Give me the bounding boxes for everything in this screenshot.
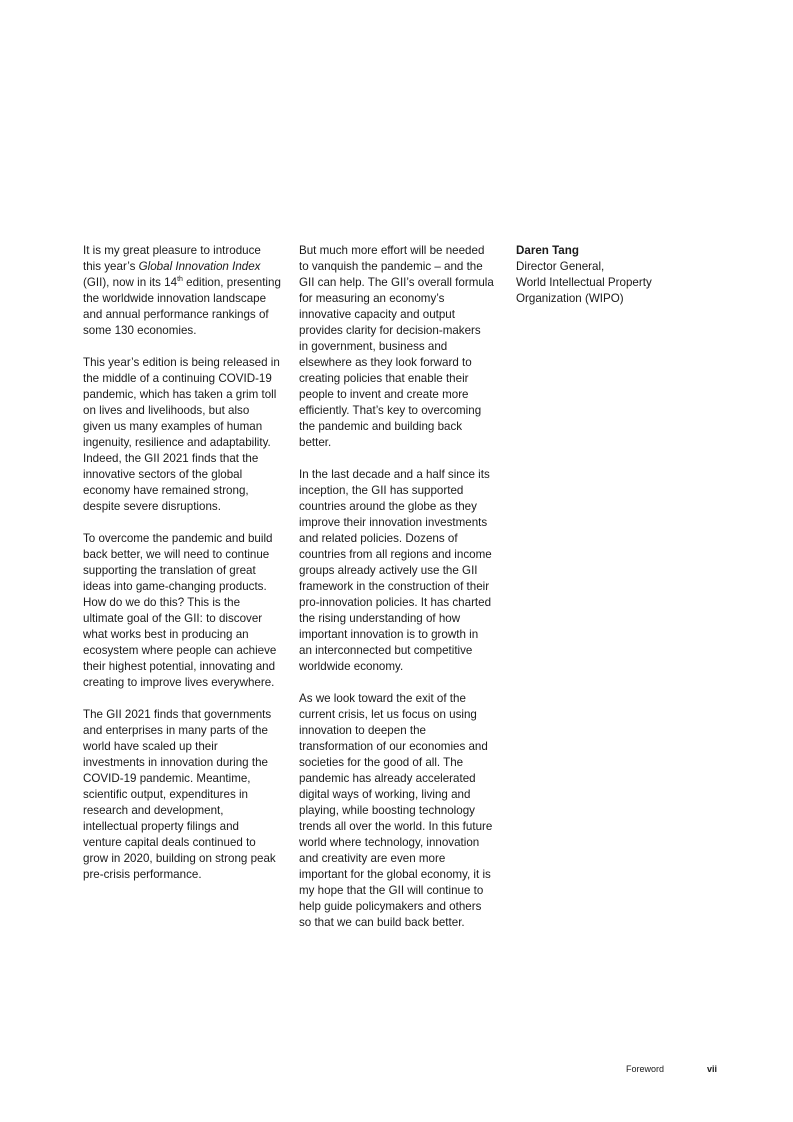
- signature-block: [516, 243, 716, 307]
- signatory-name: Daren Tang: [516, 244, 579, 257]
- paragraph: This year’s edition is being released in the middle of a continuing COVID-19 pandemic, which has taken a grim toll on lives and livelihoods, but also given us many examples of human ingenuity, resilience and adaptability. Indeed, the GII 2021 finds that the innovative sectors of the global economy have remained strong, despite severe disruptions.: [83, 356, 280, 513]
- text-column-1: [83, 243, 288, 899]
- text-column-2: [299, 243, 507, 947]
- paragraph: As we look toward the exit of the current crisis, let us focus on using innovation to deepen the transformation of our economies and societies for the good of all. The pandemic has already accelerated digital ways of working, living and playing, while boosting technology trends all over the world. In this future world where technology, innovation and creativity are even more important for the global economy, it is my hope that the GII will continue to help guide policymakers and others so that we can build back better.: [299, 692, 493, 929]
- ordinal-suffix: th: [177, 276, 183, 284]
- signatory-org-line-2: Organization (WIPO): [516, 292, 624, 305]
- footer-section-label: Foreword: [626, 1064, 665, 1074]
- paragraph-intro: [83, 243, 288, 339]
- signatory-title: Director General,: [516, 260, 605, 273]
- paragraph: The GII 2021 finds that governments and enterprises in many parts of the world have scaled up their investments in innovation during the COVID-19 pandemic. Meantime, scientific output, expenditures in research and development, intellectual property filings and venture capital deals continued to grow in 2020, building on strong peak pre-crisis performance.: [83, 708, 276, 881]
- paragraph: To overcome the pandemic and build back better, we will need to continue supporting the translation of great ideas into game-changing products. How do we do this? This is the ultimate goal of the GII: to discover what works best in producing an ecosystem where people can achieve their highest potential, innovating and creating to improve lives everywhere.: [83, 532, 277, 689]
- publication-title: Global Innovation Index: [138, 260, 261, 273]
- paragraph-intro-text-c: (GII), now in its 14: [83, 276, 178, 289]
- paragraph-intro-text-e: edition, presenting the worldwide innovation landscape and annual performance rankings of some 130 economies.: [83, 276, 281, 337]
- paragraph-intro-text-a: It is my great pleasure to introduce this year’s: [83, 244, 261, 273]
- page-number: vii: [707, 1064, 718, 1074]
- signatory-org-line-1: World Intellectual Property: [516, 276, 652, 289]
- paragraph: In the last decade and a half since its inception, the GII has supported countries around the globe as they improve their innovation investments and related policies. Dozens of countries from all regions and income groups already actively use the GII framework in the construction of their pro-innovation policies. It has charted the rising understanding of how important innovation is to growth in an interconnected but competitive worldwide economy.: [299, 468, 492, 673]
- paragraph: But much more effort will be needed to vanquish the pandemic – and the GII can help. The GII’s overall formula for measuring an economy’s innovative capacity and output provides clarity for decision-makers in government, business and elsewhere as they look forward to creating policies that enable their people to invent and create more efficiently. That’s key to overcoming the pandemic and building back better.: [299, 244, 494, 449]
